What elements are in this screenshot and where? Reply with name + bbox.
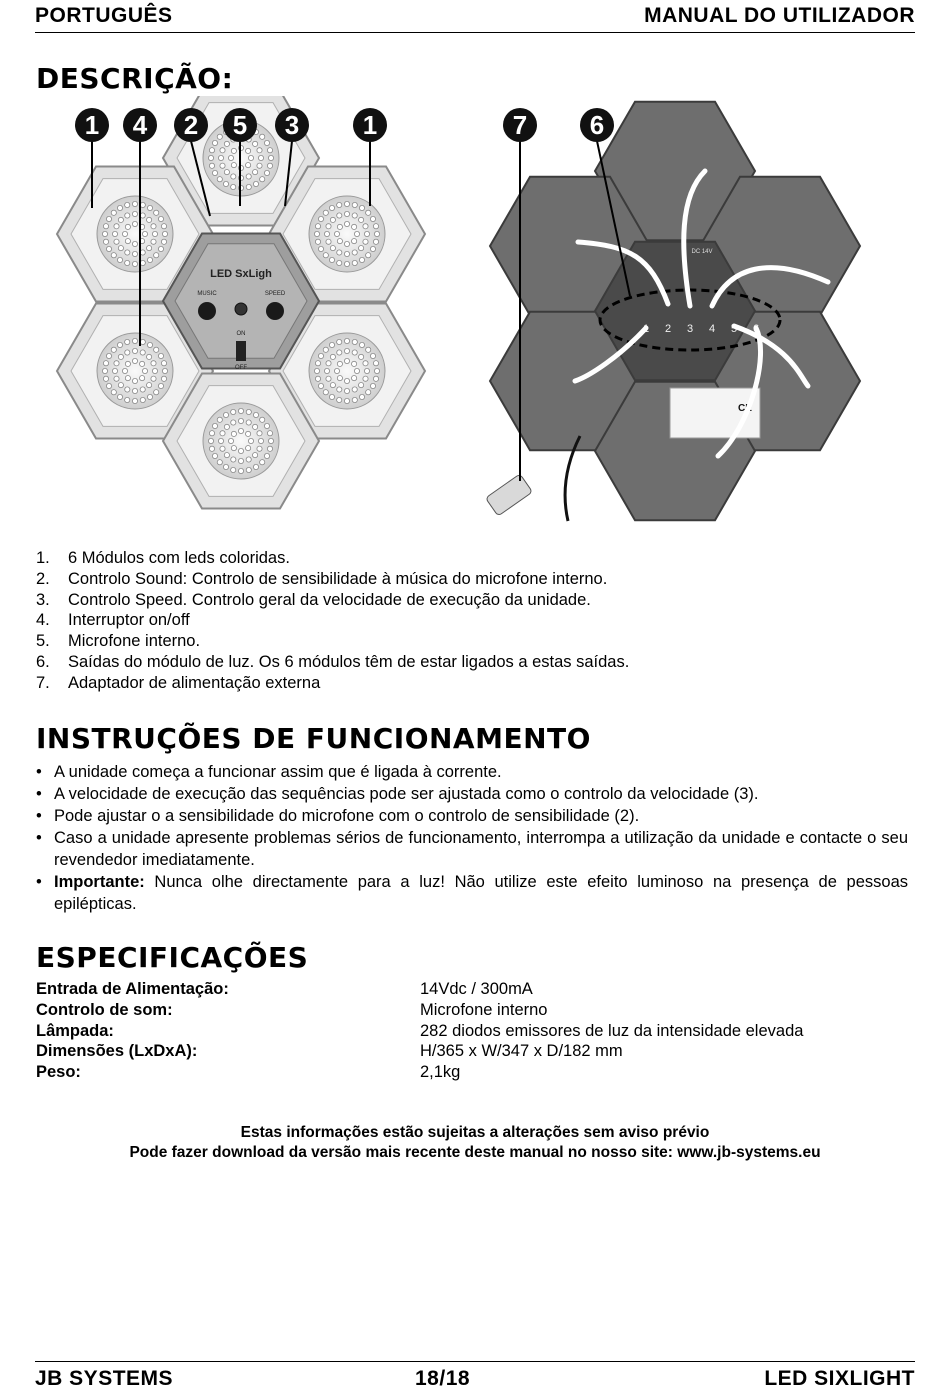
output-number: 5 bbox=[730, 323, 738, 335]
callout-number: 3 bbox=[284, 110, 300, 140]
power-switch bbox=[236, 341, 246, 361]
list-item: • Caso a unidade apresente problemas sérios de funcionamento, interrompa a utilização da unidade e contacte o seu revendedor imediatamente. bbox=[36, 827, 908, 871]
footer-product: LED SIXLIGHT bbox=[764, 1367, 915, 1390]
output-number: 2 bbox=[664, 323, 672, 335]
speed-label: SPEED bbox=[264, 291, 286, 297]
callout-number: 6 bbox=[589, 110, 605, 140]
led-lens bbox=[97, 333, 173, 409]
spec-row: Lâmpada: 282 diodos emissores de luz da intensidade elevada bbox=[36, 1021, 804, 1040]
page-footer bbox=[35, 1361, 915, 1396]
output-number: 6 bbox=[752, 323, 760, 335]
section-title-description: DESCRIÇÃO: bbox=[36, 62, 234, 95]
output-number: 1 bbox=[642, 323, 650, 335]
led-lens bbox=[309, 196, 385, 272]
music-knob bbox=[198, 302, 216, 320]
spec-row: Peso: 2,1kg bbox=[36, 1063, 461, 1082]
brand-label: LED SxLigh bbox=[210, 268, 272, 280]
callout-number: 2 bbox=[183, 110, 199, 140]
notice-text: Estas informações estão sujeitas a alterações sem aviso prévio bbox=[240, 1124, 710, 1141]
speed-knob bbox=[266, 302, 284, 320]
header-language: PORTUGUÊS bbox=[35, 4, 173, 27]
list-item: 2. Controlo Sound: Controlo de sensibilidade à música do microfone interno. bbox=[36, 569, 608, 588]
list-item: • A unidade começa a funcionar assim que é ligada à corrente. bbox=[36, 761, 908, 783]
instructions-list bbox=[36, 761, 908, 915]
list-item: 4. Interruptor on/off bbox=[36, 611, 190, 630]
spec-row: Controlo de som: Microfone interno bbox=[36, 1000, 548, 1019]
description-list bbox=[36, 548, 629, 694]
led-lens bbox=[97, 196, 173, 272]
download-notice: Pode fazer download da versão mais recente deste manual no nosso site: www.jb-systems.eu bbox=[129, 1144, 821, 1161]
list-item: 3. Controlo Speed. Controlo geral da velocidade de execução da unidade. bbox=[36, 590, 591, 609]
back-view bbox=[485, 102, 860, 521]
music-label: MUSIC bbox=[197, 291, 217, 297]
list-item: • Importante: Nunca olhe directamente para a luz! Não utilize este efeito luminoso na presença de pessoas epilépticas. bbox=[36, 871, 908, 915]
footer-brand: JB SYSTEMS bbox=[35, 1367, 174, 1390]
list-item: • Pode ajustar o a sensibilidade do microfone com o controlo de sensibilidade (2). bbox=[36, 805, 908, 827]
power-adapter bbox=[485, 474, 532, 516]
output-number: 4 bbox=[708, 323, 716, 335]
power-input-label: DC 14V bbox=[691, 249, 713, 255]
spec-row: Dimensões (LxDxA): H/365 x W/347 x D/182 mm bbox=[36, 1042, 623, 1061]
section-title-specs: ESPECIFICAÇÕES bbox=[36, 941, 309, 974]
specs-table bbox=[36, 979, 896, 1083]
callout-number: 7 bbox=[512, 110, 528, 140]
section-title-instructions: INSTRUÇÕES DE FUNCIONAMENTO bbox=[36, 722, 591, 755]
list-item: 7. Adaptador de alimentação externa bbox=[36, 673, 321, 692]
list-item: 6. Saídas do módulo de luz. Os 6 módulos têm de estar ligados a estas saídas. bbox=[36, 652, 630, 671]
list-item: • A velocidade de execução das sequências pode ser ajustada como o controlo da velocidade (3). bbox=[36, 783, 908, 805]
microphone bbox=[235, 303, 247, 315]
on-label: ON bbox=[236, 331, 246, 337]
product-diagram bbox=[30, 96, 915, 531]
led-lens bbox=[203, 403, 279, 479]
output-number: 3 bbox=[686, 323, 694, 335]
page-number: 18/18 bbox=[415, 1367, 471, 1390]
callout-number: 4 bbox=[132, 110, 148, 140]
list-item: 5. Microfone interno. bbox=[36, 632, 201, 651]
off-label: OFF bbox=[235, 365, 247, 371]
page-header bbox=[35, 2, 915, 33]
list-item: 1. 6 Módulos com leds coloridas. bbox=[36, 549, 290, 567]
callout-number: 1 bbox=[84, 110, 100, 140]
ce-mark: CE bbox=[738, 403, 752, 414]
header-manual-title: MANUAL DO UTILIZADOR bbox=[644, 4, 915, 27]
spec-row: Entrada de Alimentação: 14Vdc / 300mA bbox=[36, 980, 533, 998]
led-lens bbox=[309, 333, 385, 409]
callout-number: 5 bbox=[232, 110, 248, 140]
callout-number: 1 bbox=[362, 110, 378, 140]
